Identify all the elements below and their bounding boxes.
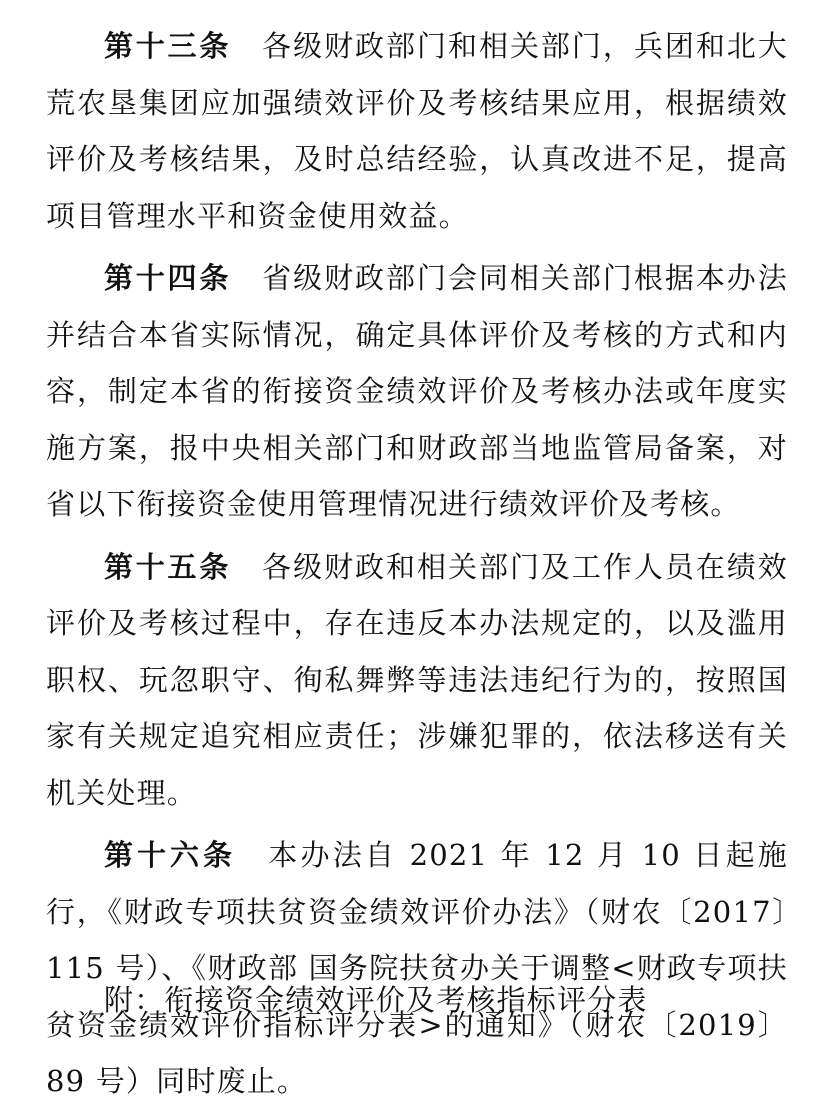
article-13-body: 各级财政部门和相关部门，兵团和北大荒农垦集团应加强绩效评价及考核结果应用，根据绩效评价及考核结果，及时总结经验，认真改进不足，提高项目管理水平和资金使用效益。 [46, 29, 788, 233]
attachment-note: 附：衔接资金绩效评价及考核指标评分表 [104, 983, 648, 1017]
article-16-body: 本办法自 2021 年 12 月 10 日起施行，《财政专项扶贫资金绩效评价办法》（财农〔2017〕115 号）、《财政部 国务院扶贫办关于调整<财政专项扶贫资金绩效评价指标评分表>的通知》（财农〔2019〕89 号）同时废止。 [46, 838, 788, 1098]
article-15-body: 各级财政和相关部门及工作人员在绩效评价及考核过程中，存在违反本办法规定的，以及滥用职权、玩忽职守、徇私舞弊等违法违纪行为的，按照国家有关规定追究相应责任；涉嫌犯罪的，依法移送有关机关处理。 [46, 549, 788, 810]
document-page [46, 18, 788, 1110]
article-13 [46, 18, 788, 244]
article-14-body: 省级财政部门会同相关部门根据本办法并结合本省实际情况，确定具体评价及考核的方式和内容，制定本省的衔接资金绩效评价及考核办法或年度实施方案，报中央相关部门和财政部当地监管局备案，对省以下衔接资金使用管理情况进行绩效评价及考核。 [46, 261, 788, 521]
article-13-title: 第十三条 [104, 29, 232, 63]
article-14-title: 第十四条 [104, 261, 232, 295]
article-16-title: 第十六条 [104, 838, 237, 872]
article-14 [46, 250, 788, 533]
article-15 [46, 539, 788, 822]
article-15-title: 第十五条 [104, 549, 232, 584]
article-16 [46, 827, 788, 1110]
